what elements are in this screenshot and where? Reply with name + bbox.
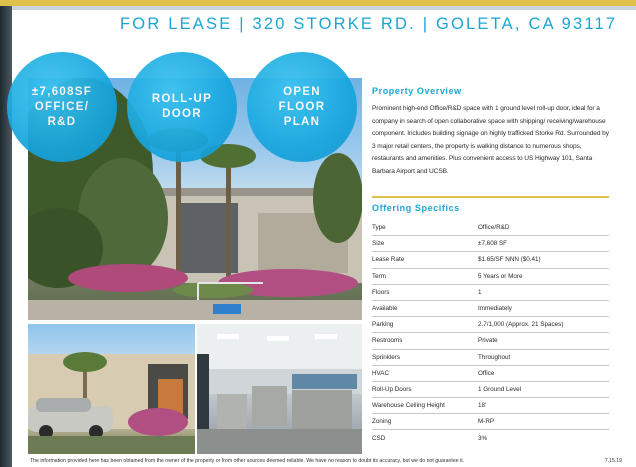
spec-value: 5 Years or More (478, 268, 609, 284)
spec-label: Lease Rate (372, 252, 478, 268)
spec-value: 3% (478, 434, 488, 442)
table-row (372, 349, 609, 365)
badge-line: DOOR (162, 108, 202, 120)
left-edge-shadow (0, 6, 12, 467)
spec-value: 1 Ground Level (478, 381, 609, 397)
section-divider (372, 196, 609, 198)
spec-label: Parking (372, 317, 478, 333)
table-row (372, 365, 609, 381)
table-row (372, 381, 609, 397)
table-row (372, 220, 609, 236)
spec-label: Type (372, 220, 478, 236)
spec-value: $1.65/SF NNN ($0.41) (478, 252, 609, 268)
spec-label: Available (372, 300, 478, 316)
top-accent-strip (0, 0, 636, 6)
spec-value: Office (478, 365, 609, 381)
spec-label: Warehouse Ceiling Height (372, 398, 478, 414)
offering-specifics-table (372, 220, 609, 446)
badge-line: PLAN (283, 115, 321, 128)
interior-office-photo (197, 324, 362, 454)
spec-label: Term (372, 268, 478, 284)
parking-illustration (28, 324, 195, 454)
badge-roll-up-door (127, 52, 237, 162)
badge-line: ROLL-UP (151, 93, 213, 105)
spec-value: ±7,608 SF (478, 236, 609, 252)
spec-label: Roll-Up Doors (372, 381, 478, 397)
table-row (372, 414, 609, 430)
spec-value: Throughout (478, 349, 609, 365)
spec-value: Private (478, 333, 609, 349)
table-row (372, 284, 609, 300)
spec-value: 18' (478, 398, 609, 414)
property-overview-text: Prominent high-end Office/R&D space with 1 ground level roll-up door, ideal for a company in search of open collaborative space with shipping/ receiving/warehouse component. Includes building signage on highly trafficked Storke Rd. Surrounded by 3 major retail centers, the property is walking distance to numerous shops, restaurants and amenities. Plus convenient access to US Highway 101, Santa Barbara Airport and UCSB. (372, 105, 609, 175)
parking-lot-photo (28, 324, 195, 454)
spec-value: 1 (478, 284, 609, 300)
badge-line: R&D (47, 115, 77, 128)
property-overview-heading: Property Overview (372, 86, 462, 96)
table-row (372, 252, 609, 268)
document-date: 7.15.19 (604, 458, 622, 464)
spec-label: CSD (372, 434, 386, 442)
spec-label: Size (372, 236, 478, 252)
table-row (372, 300, 609, 316)
table-row (372, 317, 609, 333)
disclaimer-text: The information provided here has been obtained from the owner of the property or from other sources deemed reliable. We have no reason to doubt its accuracy, but we do not guarantee it. (30, 458, 465, 464)
spec-label: Zoning (372, 414, 478, 430)
spec-value: M-RP (478, 414, 609, 430)
badge-line: OFFICE/ (34, 100, 90, 113)
interior-illustration (197, 324, 362, 454)
badge-line: ±7,608SF (31, 85, 93, 98)
table-row (372, 236, 609, 252)
badge-line: OPEN (283, 85, 321, 98)
spec-value: 2.7/1,000 (Approx. 21 Spaces) (478, 317, 609, 333)
spec-label: HVAC (372, 365, 478, 381)
badge-open-floor-plan (247, 52, 357, 162)
table-row (372, 430, 609, 446)
page-title: FOR LEASE | 320 STORKE RD. | GOLETA, CA 93117 (120, 15, 618, 33)
spec-label: Restrooms (372, 333, 478, 349)
spec-label: Floors (372, 284, 478, 300)
badge-line: FLOOR (278, 100, 326, 113)
table-row (372, 398, 609, 414)
spec-label: Sprinklers (372, 349, 478, 365)
offering-specifics-heading: Offering Specifics (372, 203, 460, 213)
table-row (372, 268, 609, 284)
spec-value: Immediately (478, 300, 609, 316)
badge-office-rd (7, 52, 117, 162)
table-row (372, 333, 609, 349)
spec-value: Office/R&D (478, 220, 609, 236)
